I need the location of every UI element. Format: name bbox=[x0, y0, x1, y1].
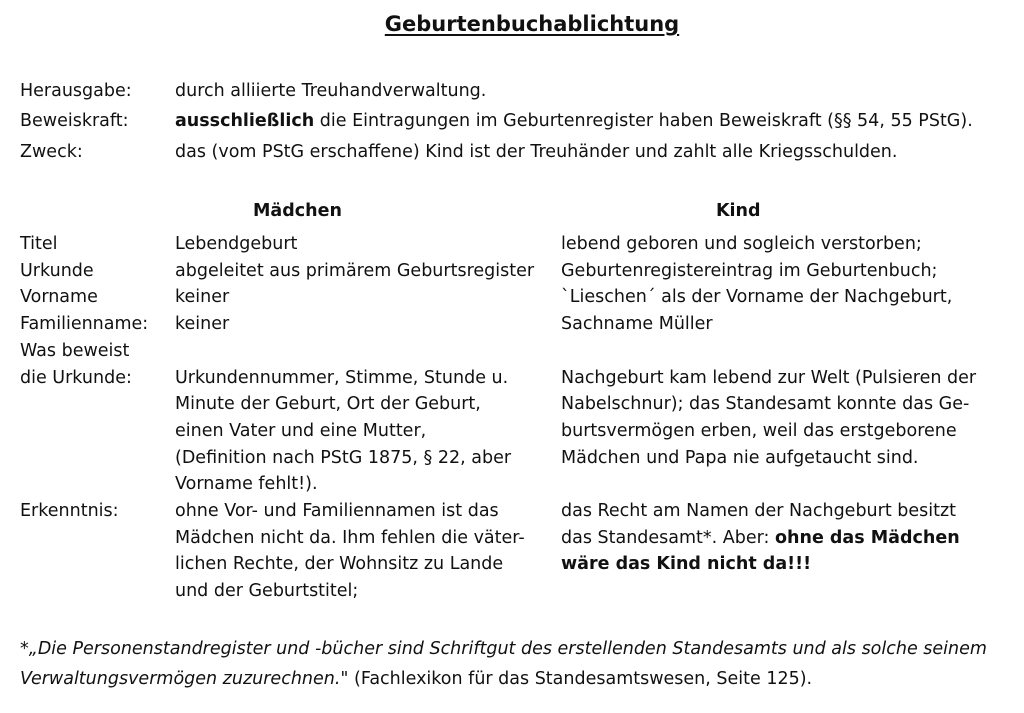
kind-line: `Lieschen´ als der Vorname der Nachgeburt, bbox=[561, 287, 953, 308]
kind-line: Nabelschnur); das Standesamt konnte das Ge- bbox=[561, 394, 970, 415]
meta-text-zweck: das (vom PStG erschaffene) Kind ist der Treuhänder und zahlt alle Kriegsschulden. bbox=[175, 142, 898, 162]
maedchen-line: und der Geburtstitel; bbox=[175, 581, 359, 602]
maedchen-line: Vorname fehlt!). bbox=[175, 474, 318, 495]
maedchen-line: (Definition nach PStG 1875, § 22, aber bbox=[175, 447, 512, 468]
meta-bold-ausschliesslich: ausschließlich bbox=[175, 111, 315, 131]
footnote-line-2 bbox=[20, 666, 812, 693]
footnote-source: " (Fachlexikon für das Standesamtswesen, Seite 125). bbox=[340, 669, 813, 689]
kind-line bbox=[561, 525, 960, 552]
row-label-was-beweist: Was beweist bbox=[20, 340, 130, 361]
row-label-titel: Titel bbox=[20, 234, 58, 254]
footnote-star: * bbox=[20, 639, 29, 659]
page-title: Geburtenbuchablichtung bbox=[384, 12, 680, 36]
kind-line: Nachgeburt kam lebend zur Welt (Pulsieren der bbox=[561, 367, 977, 388]
row-label-erkenntnis: Erkenntnis: bbox=[20, 501, 119, 521]
row-label-die-urkunde: die Urkunde: bbox=[20, 367, 132, 388]
kind-line: burtsvermögen erben, weil das erstgeborene bbox=[561, 420, 957, 441]
kind-line: Sachname Müller bbox=[561, 314, 713, 335]
kind-line: Mädchen und Papa nie aufgetaucht sind. bbox=[561, 447, 919, 468]
column-header-kind: Kind bbox=[716, 201, 761, 221]
kind-line: Geburtenregistereintrag im Geburtenbuch; bbox=[561, 260, 938, 281]
maedchen-line: keiner bbox=[175, 287, 230, 308]
footnote-quote-2: Verwaltungsvermögen zuzurechnen. bbox=[20, 669, 341, 689]
meta-text-beweiskraft-rest: die Eintragungen im Geburtenregister haben Beweiskraft (§§ 54, 55 PStG). bbox=[314, 111, 973, 131]
maedchen-line: einen Vater und eine Mutter, bbox=[175, 420, 427, 441]
maedchen-line: Lebendgeburt bbox=[175, 234, 298, 254]
kind-line: das Recht am Namen der Nachgeburt besitzt bbox=[561, 501, 957, 521]
maedchen-line: abgeleitet aus primärem Geburtsregister bbox=[175, 260, 535, 281]
kind-line-start: das Standesamt*. Aber: bbox=[561, 527, 775, 548]
meta-label-zweck: Zweck: bbox=[20, 142, 83, 162]
row-label-familienname: Familienname: bbox=[20, 314, 149, 335]
footnote-line-1 bbox=[20, 636, 987, 663]
maedchen-line: lichen Rechte, der Wohnsitz zu Lande bbox=[175, 554, 504, 575]
column-header-maedchen: Mädchen bbox=[253, 201, 342, 221]
kind-bold-tail: ohne das Mädchen bbox=[775, 527, 960, 548]
kind-bold-line: wäre das Kind nicht da!!! bbox=[561, 554, 812, 575]
maedchen-line: Urkundennummer, Stimme, Stunde u. bbox=[175, 367, 509, 388]
maedchen-line: keiner bbox=[175, 314, 230, 335]
meta-label-herausgabe: Herausgabe: bbox=[20, 81, 132, 101]
maedchen-line: Minute der Geburt, Ort der Geburt, bbox=[175, 394, 481, 415]
meta-label-beweiskraft: Beweiskraft: bbox=[20, 111, 129, 131]
footnote-quote-1: „Die Personenstandregister und -bücher sind Schriftgut des erstellenden Standesamts und als solche seinem bbox=[28, 639, 987, 659]
kind-line: lebend geboren und sogleich verstorben; bbox=[561, 234, 922, 254]
meta-text-beweiskraft bbox=[175, 108, 973, 135]
row-label-vorname: Vorname bbox=[20, 287, 98, 308]
meta-text-herausgabe: durch alliierte Treuhandverwaltung. bbox=[175, 81, 487, 101]
maedchen-line: ohne Vor- und Familiennamen ist das bbox=[175, 501, 499, 521]
maedchen-line: Mädchen nicht da. Ihm fehlen die väter- bbox=[175, 527, 525, 548]
row-label-urkunde: Urkunde bbox=[20, 260, 94, 281]
